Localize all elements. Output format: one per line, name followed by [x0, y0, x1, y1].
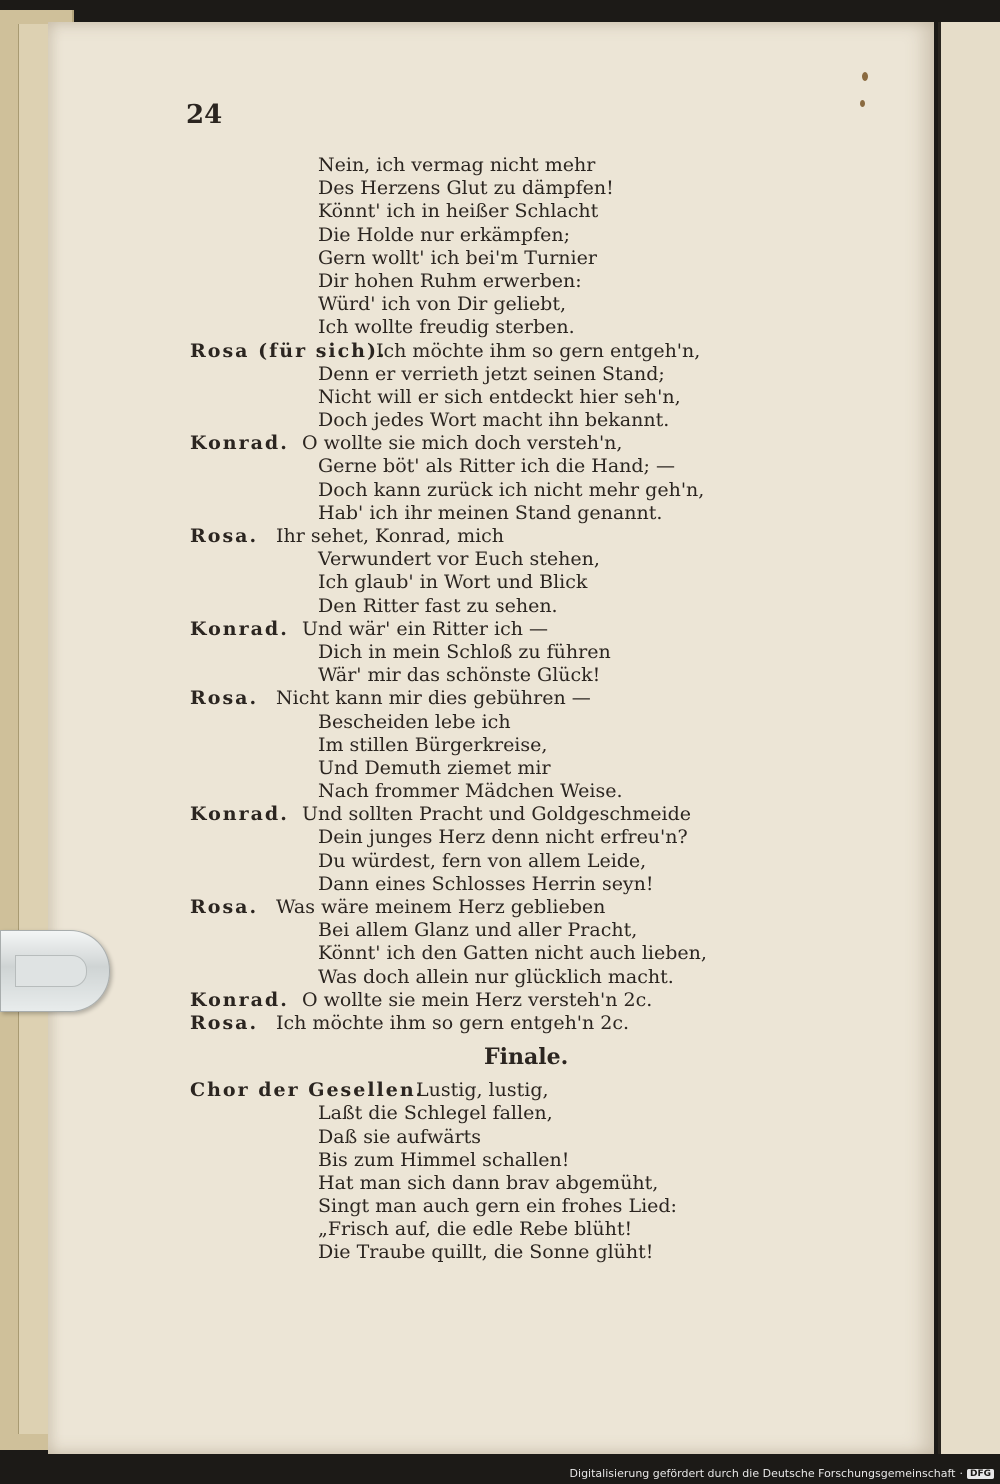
verse-text: Die Holde nur erkämpfen;	[318, 223, 570, 246]
verse-text: Und wär' ein Ritter ich —	[302, 617, 548, 640]
speaker-name: Konrad.	[190, 803, 289, 826]
verse-text: Hat man sich dann brav abgemüht,	[318, 1171, 659, 1194]
verse-text: Laßt die Schlegel fallen,	[318, 1102, 553, 1125]
text-line	[190, 1218, 890, 1241]
text-line	[190, 409, 890, 432]
verse-text: Bescheiden lebe ich	[318, 710, 511, 733]
verse-text: O wollte sie mein Herz versteh'n 2c.	[302, 988, 653, 1011]
section-heading: Finale.	[484, 1044, 569, 1071]
text-line	[190, 1102, 890, 1125]
text-line	[190, 919, 890, 942]
speaker-name: Rosa.	[190, 896, 259, 918]
text-line	[190, 154, 890, 177]
text-line	[190, 734, 890, 757]
verse-text: Ihr sehet, Konrad, mich	[276, 525, 505, 547]
text-line	[190, 873, 890, 896]
text-line	[190, 224, 890, 247]
text-line	[190, 896, 890, 919]
speaker-name: Rosa.	[190, 1011, 259, 1034]
speaker-name: Rosa.	[190, 525, 259, 547]
text-line	[190, 479, 890, 502]
text-line	[190, 386, 890, 409]
verse-text: Wär' mir das schönste Glück!	[318, 664, 601, 687]
text-line	[190, 664, 890, 687]
dfg-logo: DFG	[967, 1469, 994, 1479]
verse-text: Und Demuth ziemet mir	[318, 756, 551, 779]
text-line	[190, 525, 890, 548]
verse-text: Könnt' ich den Gatten nicht auch lieben,	[318, 942, 707, 965]
verse-text: Im stillen Bürgerkreise,	[318, 733, 548, 756]
verse-text: Ich glaub' in Wort und Blick	[318, 571, 588, 594]
verse-text: Dann eines Schlosses Herrin seyn!	[318, 872, 654, 895]
verse-text: Ich wollte freudig sterben.	[318, 316, 575, 339]
speaker-name: Rosa.	[190, 687, 259, 710]
verse-text: Und sollten Pracht und Goldgeschmeide	[302, 803, 692, 826]
verse-text: Dich in mein Schloß zu führen	[318, 640, 611, 663]
text-line	[190, 850, 890, 873]
verse-text: O wollte sie mich doch versteh'n,	[302, 432, 623, 455]
paper-clip	[0, 930, 110, 1012]
text-line	[190, 687, 890, 710]
footer-text: Digitalisierung gefördert durch die Deutsche Forschungsgemeinschaft	[569, 1467, 956, 1480]
facing-page	[938, 22, 1000, 1454]
speaker-name: Konrad.	[190, 432, 289, 455]
verse-text: Bei allem Glanz und aller Pracht,	[318, 919, 638, 942]
verse-text: Doch jedes Wort macht ihn bekannt.	[318, 409, 670, 432]
footer-credit: Digitalisierung gefördert durch die Deutsche Forschungsgemeinschaft · DFG	[570, 1467, 994, 1480]
verse-text: Nicht kann mir dies gebühren —	[276, 687, 591, 710]
verse-text: Hab' ich ihr meinen Stand genannt.	[318, 501, 663, 524]
verse-text: Dein junges Herz denn nicht erfreu'n?	[318, 826, 688, 849]
verse-text: Ich möchte ihm so gern entgeh'n,	[376, 339, 701, 362]
text-line	[190, 757, 890, 780]
text-line	[190, 641, 890, 664]
text-line	[190, 989, 890, 1012]
verse-text: Ich möchte ihm so gern entgeh'n 2c.	[276, 1011, 630, 1034]
text-line	[190, 1172, 890, 1195]
verse-text: Des Herzens Glut zu dämpfen!	[318, 177, 614, 200]
text-line	[190, 363, 890, 386]
verse-text: Würd' ich von Dir geliebt,	[318, 293, 567, 316]
text-line	[190, 502, 890, 525]
verse-text: Die Traube quillt, die Sonne glüht!	[318, 1241, 654, 1264]
verse-text: Nein, ich vermag nicht mehr	[318, 154, 596, 176]
page-number: 24	[186, 100, 223, 130]
verse-text: Doch kann zurück ich nicht mehr geh'n,	[318, 478, 705, 501]
text-line	[190, 1126, 890, 1149]
verse-text: Könnt' ich in heißer Schlacht	[318, 200, 599, 223]
verse-text: Nach frommer Mädchen Weise.	[318, 780, 623, 803]
text-line	[190, 1241, 890, 1264]
text-line	[190, 1012, 890, 1035]
text-line	[190, 618, 890, 641]
text-line	[190, 455, 890, 478]
verse-text: Lustig, lustig,	[416, 1079, 549, 1102]
verse-text: Gerne böt' als Ritter ich die Hand; —	[318, 455, 675, 478]
verse-text: Gern wollt' ich bei'm Turnier	[318, 246, 597, 269]
text-line	[190, 177, 890, 200]
verse-text: Du würdest, fern von allem Leide,	[318, 849, 647, 872]
text-line	[190, 571, 890, 594]
text-line	[190, 1149, 890, 1172]
paper-stain	[860, 100, 865, 107]
speaker-name: Chor der Gesellen.	[190, 1079, 425, 1102]
text-line	[190, 247, 890, 270]
verse-text: Nicht will er sich entdeckt hier seh'n,	[318, 385, 681, 408]
verse-text: „Frisch auf, die edle Rebe blüht!	[318, 1218, 633, 1241]
text-line	[190, 966, 890, 989]
verse-text: Bis zum Himmel schallen!	[318, 1148, 570, 1171]
text-line	[190, 711, 890, 734]
verse-text: Was wäre meinem Herz geblieben	[276, 896, 606, 918]
verse-text: Daß sie aufwärts	[318, 1125, 482, 1148]
text-line	[190, 780, 890, 803]
speaker-name: Konrad.	[190, 988, 289, 1011]
verse-text: Den Ritter fast zu sehen.	[318, 594, 558, 617]
text-line	[190, 432, 890, 455]
text-line	[190, 548, 890, 571]
text-line	[190, 1079, 890, 1102]
speaker-name: Konrad.	[190, 617, 289, 640]
play-text	[190, 154, 890, 1265]
verse-text: Dir hohen Ruhm erwerben:	[318, 269, 582, 292]
text-line	[190, 316, 890, 339]
text-line	[190, 1195, 890, 1218]
verse-text: Denn er verrieth jetzt seinen Stand;	[318, 362, 665, 385]
text-line	[190, 826, 890, 849]
text-line	[190, 340, 890, 363]
speaker-name: Rosa (für sich).	[190, 339, 387, 362]
verse-text: Verwundert vor Euch stehen,	[318, 548, 600, 571]
text-line	[190, 942, 890, 965]
text-line	[190, 200, 890, 223]
text-line	[190, 293, 890, 316]
text-line	[190, 803, 890, 826]
verse-text: Was doch allein nur glücklich macht.	[318, 965, 674, 988]
text-line	[190, 595, 890, 618]
verse-text: Singt man auch gern ein frohes Lied:	[318, 1195, 677, 1218]
text-line	[190, 270, 890, 293]
paper-stain	[862, 72, 868, 81]
